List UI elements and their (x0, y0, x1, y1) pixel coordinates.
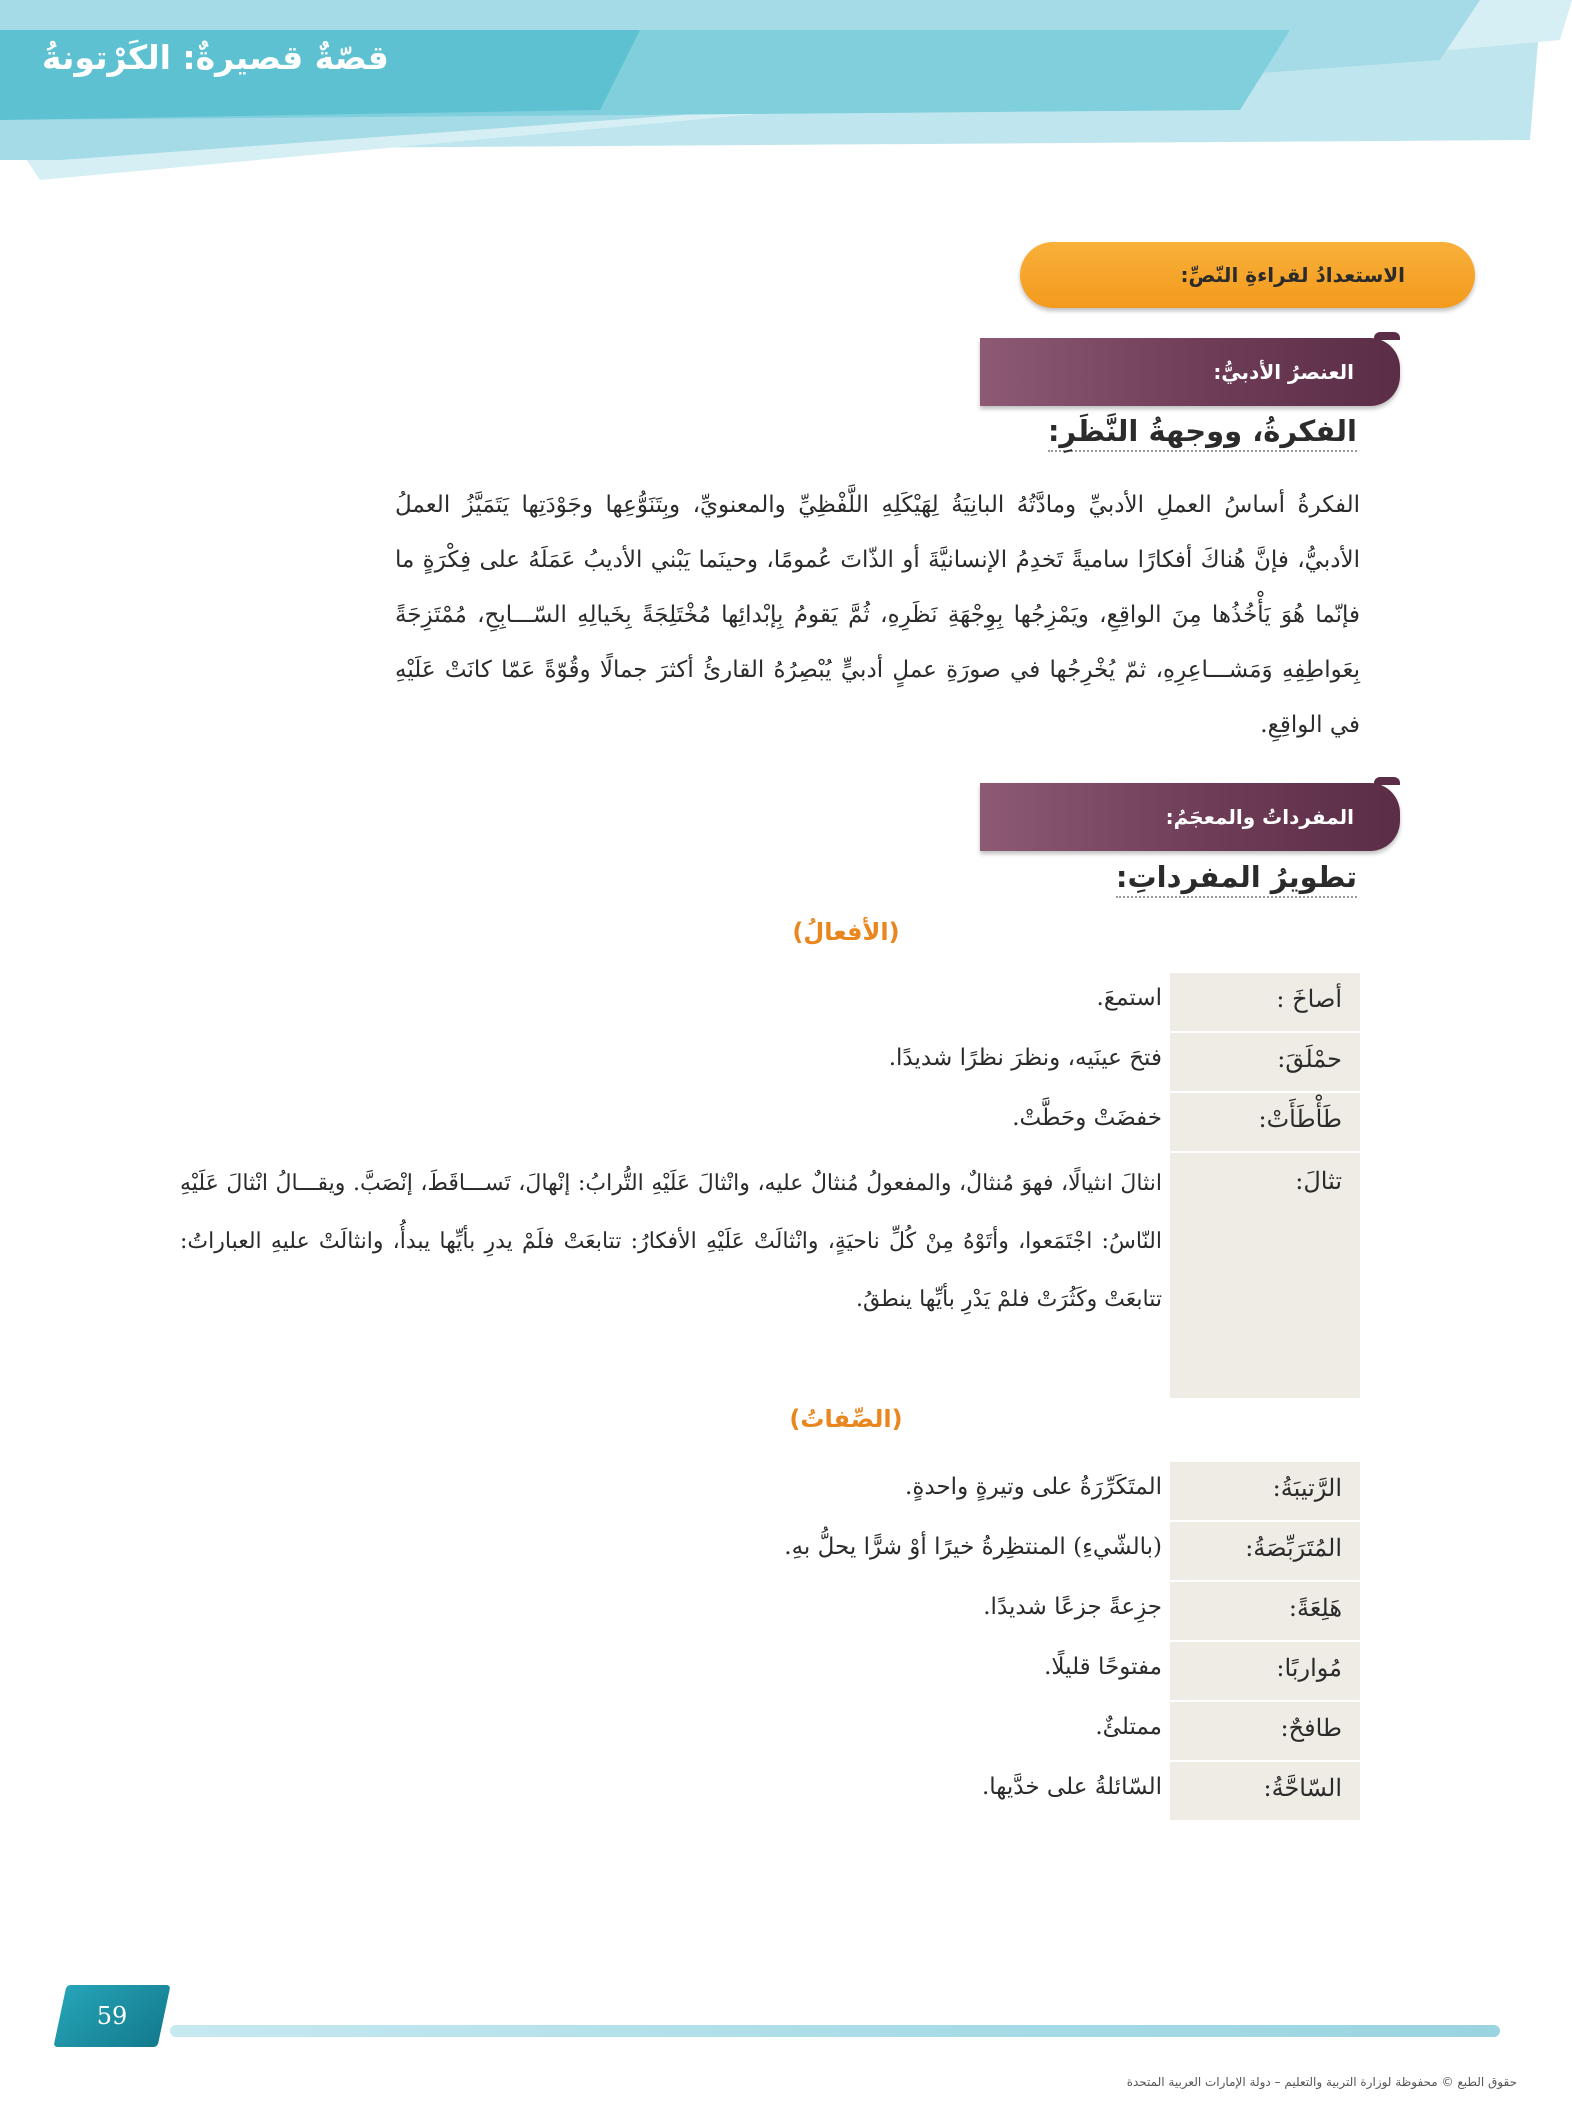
vocab-dictionary-tab: المفرداتُ والمعجَمُ: (980, 783, 1400, 851)
verb-row (180, 1093, 1360, 1151)
idea-paragraph: الفكرةُ أساسُ العملِ الأدبيِّ ومادَّتُهُ البانِيَةُ لِهَيْكَلِهِ اللَّفْظِيِّ والمعنويِّ، وبِتَنَوُّعِها وجَوْدَتِها يَتَمَيَّزُ العملُ الأدبيُّ، فإنَّ هُناكَ أفكارًا ساميةً تَخدِمُ الإنسانيَّةَ أو الذّاتَ عُمومًا، وحينَما يَبْني الأديبُ عَمَلَهُ على فِكْرَةٍ ما فإنّما هُوَ يَأْخُذُها مِنَ الواقِعِ، ويَمْزِجُها بِوِجْهَةِ نَظَرِهِ، ثُمَّ يَقومُ بِإبْدائِها مُخْتَلِجَةً بِخَيالِهِ السّـــابِحِ، مُمْتَزِجَةً بِعَواطِفِهِ وَمَشـــاعِرِهِ، ثمّ يُخْرِجُها في صورَةِ عملٍ أدبيٍّ يُبْصِرُهُ القارئُ أكثرَ جمالًا وقُوّةً عَمّا كانَتْ عَلَيْهِ في الواقِعِ. (395, 492, 1360, 738)
header-banner (0, 0, 1572, 190)
adjective-definition: (بالشّيءِ) المنتظِرةُ خيرًا أوْ شرًّا يحلُّ بهِ. (784, 1534, 1162, 1560)
adjective-term: السّاحَّةُ: (1170, 1762, 1360, 1820)
copyright-text: حقوق الطبع © محفوظة لوزارة التربية والتعليم – دولة الإمارات العربية المتحدة (1126, 2075, 1517, 2089)
verb-definition: خفضَتْ وحَطَّتْ. (1012, 1105, 1162, 1131)
adjective-term: طافحٌ: (1170, 1702, 1360, 1760)
adjective-definition: مفتوحًا قليلًا. (1044, 1654, 1162, 1680)
adjective-definition: ممتلئٌ. (1095, 1714, 1162, 1740)
verb-row (180, 973, 1360, 1031)
verb-definition: فتحَ عينَيه، ونظرَ نظرًا شديدًا. (888, 1045, 1162, 1071)
reading-prep-badge: الاستعدادُ لقراءةِ النّصِّ: (1020, 242, 1475, 308)
adjective-row (180, 1582, 1360, 1640)
verb-row (180, 1153, 1360, 1398)
adjective-row (180, 1642, 1360, 1700)
adjective-definition: السّائلةُ على خدَّيها. (981, 1774, 1162, 1800)
verbs-label: (الأفعالُ) (792, 918, 900, 946)
adjective-term: هَلِعَةً: (1170, 1582, 1360, 1640)
adjective-row (180, 1462, 1360, 1520)
verb-definition: استمعَ. (1096, 985, 1162, 1011)
idea-heading: الفكرةُ، ووجهةُ النَّظَرِ: (1048, 414, 1357, 452)
adjectives-label: (الصِّفاتُ) (789, 1405, 903, 1433)
adjective-term: المُتَرَبِّصَةُ: (1170, 1522, 1360, 1580)
page-number: 59 (96, 2002, 128, 2030)
adjective-term: الرَّتيبَةُ: (1170, 1462, 1360, 1520)
adjective-definition: المتَكَرِّرَةُ على وتيرةٍ واحدةٍ. (905, 1474, 1162, 1500)
adjective-definition: جزِعةً جزعًا شديدًا. (983, 1594, 1162, 1620)
verb-definition: انثالَ انثيالًا، فهوَ مُنثالٌ، والمفعولُ مُنثالٌ عليه، وانْثالَ عَلَيْهِ التُّرابُ: إنْهالَ، تَســـاقَطَ، إنْصَبَّ. ويقـــالُ انْثالَ عَلَيْهِ النّاسُ: اجْتَمَعوا، وأتَوْهُ مِنْ كُلِّ ناحيَةٍ، وانْثالَتْ عَلَيْهِ الأفكارُ: تتابعَتْ فلَمْ يدرِ بأيِّها يبدأُ، وانثالَتْ عليهِ العباراتُ: تتابعَتْ وكَثُرَتْ فلمْ يَدْرِ بأيِّها ينطقُ. (180, 1171, 1162, 1312)
verb-row (180, 1033, 1360, 1091)
verb-term: حمْلَقَ: (1170, 1033, 1360, 1091)
footer-line (170, 2025, 1500, 2037)
vocab-heading: تطويرُ المفرداتِ: (1116, 860, 1357, 898)
verb-term: طَأْطَأَتْ: (1170, 1093, 1360, 1151)
verb-term: أصاخَ : (1170, 973, 1360, 1031)
adjective-row (180, 1702, 1360, 1760)
verb-term: تثالَ: (1170, 1153, 1360, 1398)
adjective-term: مُواربًا: (1170, 1642, 1360, 1700)
page-title: قصّةٌ قصيرةٌ: الكَرْتونةُ (42, 38, 389, 77)
literary-element-tab: العنصرُ الأدبيُّ: (980, 338, 1400, 406)
adjective-row (180, 1522, 1360, 1580)
adjective-row (180, 1762, 1360, 1820)
